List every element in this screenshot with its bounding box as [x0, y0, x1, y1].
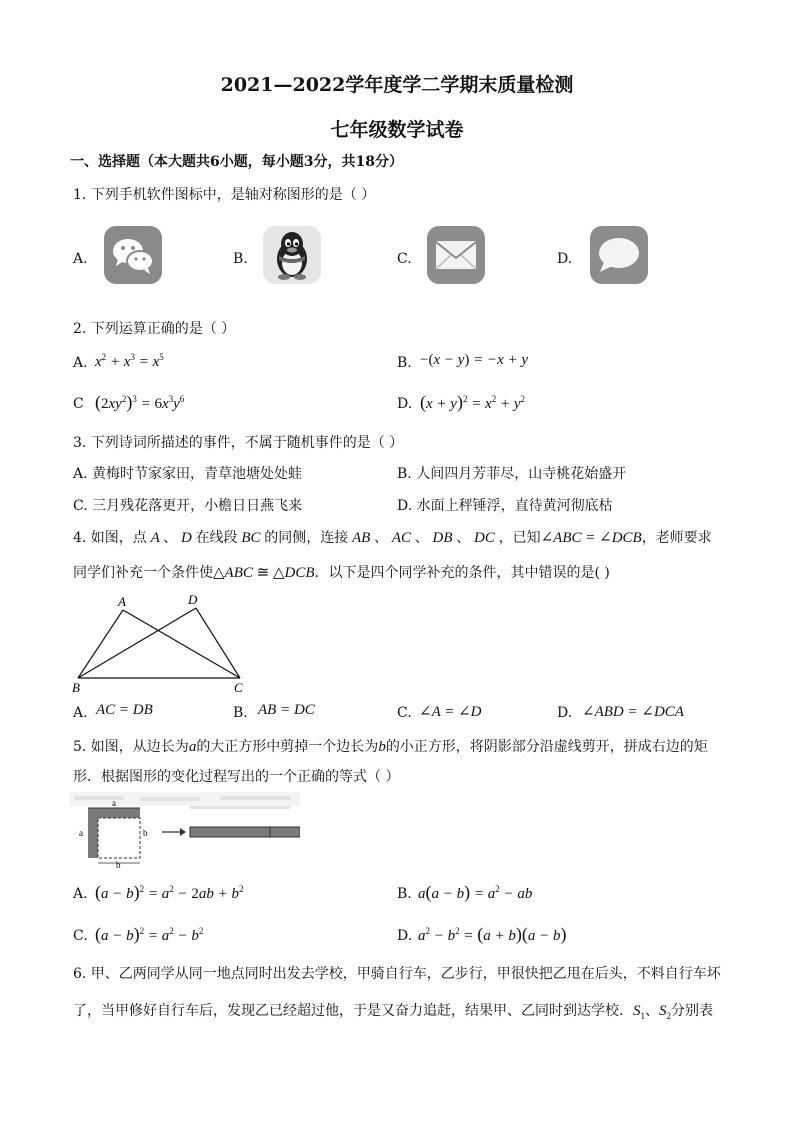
q5-text-1: 5. 如图，从边长为	[73, 739, 189, 755]
q4-option-c-math: ∠A = ∠D	[419, 704, 482, 720]
message-bubble-icon	[590, 226, 648, 284]
q2-stem: 2. 下列运算正确的是（ ）	[73, 321, 236, 337]
q2-label-d: D.	[397, 396, 413, 412]
q5-line-1	[73, 736, 708, 756]
q1-label-b: B.	[233, 251, 248, 267]
q4-point-b-label: B	[72, 680, 80, 695]
q5-fig-label-b-right: b	[143, 828, 148, 838]
q4-text-2: 在线段	[195, 530, 238, 546]
q2-option-a-math: $x^2 + x^3 = x^5$	[95, 352, 164, 370]
q4-option-d-math: ∠ABD = ∠DCA	[582, 704, 684, 720]
q4-option-b-math: AB = DC	[258, 702, 315, 718]
exam-subtitle: 七年级数学试卷	[330, 119, 464, 141]
q4-line-2: 同学们补充一个条件使△ABC ≅ △DCB．以下是四个同学补充的条件，其中错误的是( )	[73, 565, 610, 581]
q4-text-6: 同学们补充一个条件使	[73, 565, 213, 581]
q5-label-a: A.	[73, 886, 88, 902]
q6-line-1: 6. 甲、乙两同学从同一地点同时出发去学校，甲骑自行车，乙步行，甲很快把乙甩在后头，不料自行车坏	[73, 966, 721, 982]
q5-label-d: D.	[397, 928, 413, 944]
q5-text-2: 的大正方形中剪掉一个边长为	[196, 739, 379, 755]
q4-option-a-math: AC = DB	[96, 702, 153, 718]
q5-label-b: B.	[397, 886, 412, 902]
wechat-icon	[104, 226, 162, 284]
qq-penguin-icon	[263, 226, 321, 284]
q4-label-b: B.	[233, 705, 248, 721]
q4-line-1: 4. 如图，点 A 、 D 在线段 BC 的同侧，连接 AB 、 AC 、 DB 、 DC ，已知∠ABC = ∠DCB，老师要求	[73, 530, 712, 546]
q1-label-c: C.	[397, 251, 412, 267]
q4-label-d: D.	[557, 705, 573, 721]
q3-option-d: D. 水面上秤锤浮，直待黄河彻底枯	[397, 498, 613, 514]
q4-text-7: ．以下是四个同学补充的条件，其中错误的是( )	[314, 565, 610, 581]
q3-stem: 3. 下列诗词所描述的事件，不属于随机事件的是（ ）	[73, 435, 404, 451]
q5-label-c: C.	[73, 928, 88, 944]
mail-icon	[427, 226, 485, 284]
q5-fig-label-a-left: a	[79, 828, 83, 838]
q1-stem: 1. 下列手机软件图标中，是轴对称图形的是（ ）	[73, 187, 376, 203]
q4-point-a-label: A	[118, 594, 126, 609]
q4-triangle-figure	[66, 592, 256, 696]
exam-title: 2021—2022学年度学二学期末质量检测	[220, 74, 574, 96]
q4-text-5: ，老师要求	[641, 530, 712, 546]
q4-label-a: A.	[73, 705, 88, 721]
q6-line-2: 了，当甲修好自行车后，发现乙已经超过他，于是又奋力追赶，结果甲、乙同时到达学校．$S_1$、$S_2$分别表	[73, 1003, 713, 1021]
q2-option-c-math: $(2xy^2)^3 = 6x^3y^6$	[95, 392, 185, 412]
section-heading: 一、选择题（本大题共6小题，每小题3分，共18分）	[70, 154, 403, 170]
q6-text-2: 分别表	[671, 1003, 713, 1019]
q2-label-a: A.	[73, 355, 88, 371]
q4-text-3: 的同侧，连接	[264, 530, 349, 546]
q6-text-1: 了，当甲修好自行车后，发现乙已经超过他，于是又奋力追赶，结果甲、乙同时到达学校．	[73, 1003, 633, 1019]
q5-line-2: 形．根据图形的变化过程写出的一个正确的等式（ ）	[73, 769, 400, 785]
q2-label-c: C	[73, 396, 84, 412]
q5-square-figure	[70, 792, 300, 870]
q5-option-b-math: $a(a - b) = a^2$ − ab	[418, 882, 533, 902]
q3-option-b: B. 人间四月芳菲尽，山寺桃花始盛开	[397, 466, 627, 482]
q5-option-c-math: $(a - b)^2 = a^2 - b^2$	[95, 924, 204, 944]
q3-option-a: A. 黄梅时节家家田，青草池塘处处蛙	[73, 466, 303, 482]
q5-option-a-math: $(a - b)^2 = a^2 - 2ab + b^2$	[95, 882, 244, 902]
q4-point-d-label: D	[188, 592, 198, 607]
q2-option-d-math: $(x + y)^2 = x^2 + y^2$	[420, 392, 525, 412]
q4-label-c: C.	[397, 705, 412, 721]
q5-var-a: a	[188, 739, 197, 755]
q4-point-c-label: C	[234, 680, 243, 695]
q5-text-3: 的小正方形，将阴影部分沿虚线剪开，拼成右边的矩	[385, 739, 708, 755]
q5-option-d-math: $a^2 - b^2 = (a + b)(a - b)$	[418, 924, 567, 944]
q1-label-d: D.	[557, 251, 573, 267]
q2-label-b: B.	[397, 355, 412, 371]
q5-fig-label-a-top: a	[112, 798, 116, 808]
q5-fig-label-b-bottom: b	[116, 860, 121, 870]
q4-text-4: ，已知	[498, 530, 541, 546]
q2-option-b-math: −(x − y) = −x + y	[420, 352, 529, 368]
q5-var-b: b	[378, 739, 386, 755]
q3-option-c: C. 三月残花落更开，小檐日日燕飞来	[73, 498, 303, 514]
q4-text-1: 4. 如图，点	[73, 530, 147, 546]
q1-label-a: A.	[73, 251, 88, 267]
